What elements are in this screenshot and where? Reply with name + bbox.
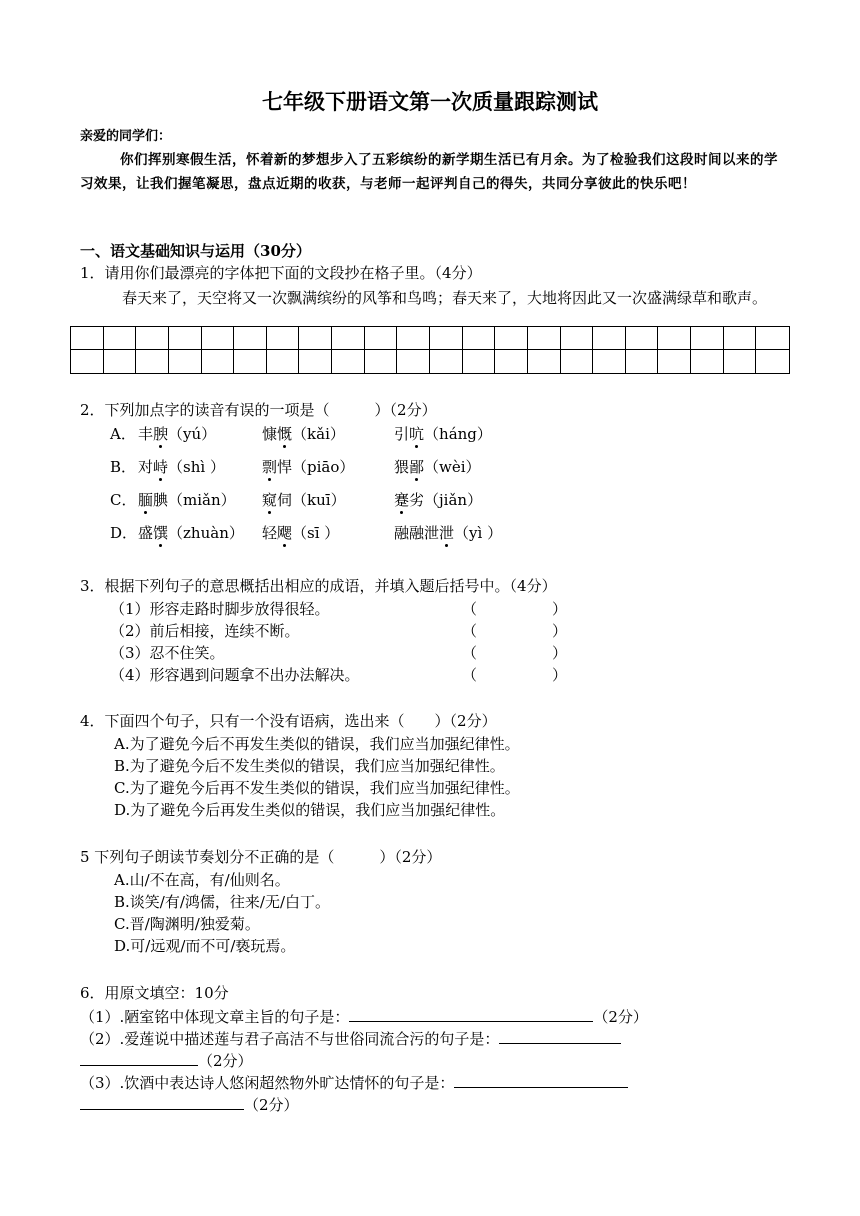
section-heading: 一、语文基础知识与运用（30分） (80, 242, 311, 260)
dotted-character: 峙 (153, 458, 169, 476)
pinyin: （yú） (168, 425, 217, 443)
grid-cell[interactable] (658, 327, 691, 350)
q2-option-a (110, 424, 136, 444)
pinyin-word (394, 523, 502, 543)
grid-cell[interactable] (724, 327, 757, 350)
grid-cell[interactable] (528, 327, 561, 350)
q5-option-c: C.晋/陶渊明/独爱菊。 (114, 915, 260, 933)
q3-item: （3）忍不住笑。 (110, 644, 225, 662)
pinyin-word (262, 523, 339, 543)
dotted-character: 鄙 (409, 458, 425, 476)
pinyin: （háng） (424, 425, 492, 443)
q2-prompt: 2．下列加点字的读音有误的一项是（ ）（2分） (80, 401, 437, 419)
grid-cell[interactable] (561, 327, 594, 350)
grid-cell[interactable] (71, 327, 104, 350)
dotted-character: 窥 (262, 491, 278, 509)
grid-cell[interactable] (365, 327, 398, 350)
grid-cell[interactable] (626, 350, 659, 373)
grid-cell[interactable] (658, 350, 691, 373)
q3-prompt: 3．根据下列句子的意思概括出相应的成语，并填入题后括号中。（4分） (80, 577, 557, 595)
q4-option-d: D.为了避免今后再发生类似的错误，我们应当加强纪律性。 (114, 801, 506, 819)
grid-cell[interactable] (561, 350, 594, 373)
q3-item: （4）形容遇到问题拿不出办法解决。 (110, 666, 360, 684)
grid-cell[interactable] (104, 327, 137, 350)
q6-prompt: 6．用原文填空：10分 (80, 984, 229, 1002)
pinyin-word (138, 490, 236, 510)
dotted-character: 慨 (277, 425, 293, 443)
grid-cell[interactable] (397, 327, 430, 350)
grid-cell[interactable] (234, 350, 267, 373)
pinyin-word (138, 523, 244, 543)
grid-cell[interactable] (495, 350, 528, 373)
option-label: D． (110, 524, 138, 542)
pinyin: （miǎn） (168, 491, 236, 509)
grid-cell[interactable] (463, 350, 496, 373)
greeting: 亲爱的同学们： (80, 129, 172, 144)
q4-option-c: C.为了避免今后再不发生类似的错误，我们应当加强纪律性。 (114, 779, 520, 797)
pinyin: （yì ） (454, 524, 503, 542)
grid-cell[interactable] (593, 350, 626, 373)
grid-cell[interactable] (234, 327, 267, 350)
q6-item-3-cont (80, 1093, 299, 1115)
pinyin: （sī ） (292, 524, 340, 542)
grid-cell[interactable] (691, 327, 724, 350)
dotted-character: 蹇 (394, 491, 410, 509)
pinyin: （shì ） (168, 458, 225, 476)
q6-item-1-text: （1）.陋室铭中体现文章主旨的句子是： (80, 1008, 350, 1026)
dotted-character: 馔 (153, 524, 169, 542)
answer-parentheses[interactable]: （ ） (462, 644, 568, 662)
grid-cell[interactable] (202, 327, 235, 350)
q6-item-2-text: （2）.爱莲说中描述莲与君子高洁不与世俗同流合污的句子是： (80, 1030, 500, 1048)
dotted-character: 泄 (439, 524, 455, 542)
word-text: 慷 (262, 425, 278, 443)
pinyin-word (394, 457, 481, 477)
grid-cell[interactable] (299, 327, 332, 350)
grid-cell[interactable] (267, 327, 300, 350)
pinyin: （kǎi） (292, 425, 345, 443)
q6-item-3 (80, 1071, 628, 1093)
word-text: 猥 (394, 458, 410, 476)
copy-grid[interactable] (70, 326, 790, 374)
grid-cell[interactable] (136, 327, 169, 350)
q3-item: （1）形容走路时脚步放得很轻。 (110, 600, 330, 618)
grid-cell[interactable] (332, 350, 365, 373)
q1-prompt: 1．请用你们最漂亮的字体把下面的文段抄在格子里。（4分） (80, 264, 482, 282)
answer-blank[interactable] (80, 1093, 244, 1110)
intro-paragraph: 你们挥别寒假生活，怀着新的梦想步入了五彩缤纷的新学期生活已有月余。为了检验我们这段时间以来的学习效果，让我们握笔凝思，盘点近期的收获，与老师一起评判自己的得失，共同分享彼此的快乐吧！ (80, 152, 778, 192)
pinyin-word (262, 424, 345, 444)
q6-item-3-score: （2分） (244, 1096, 299, 1114)
option-label: A． (110, 425, 136, 443)
word-text: 丰 (138, 425, 154, 443)
word-text: 引 (394, 425, 410, 443)
pinyin: （wèi） (424, 458, 481, 476)
grid-cell[interactable] (136, 350, 169, 373)
word-text: 劣 (409, 491, 425, 509)
pinyin: （jiǎn） (424, 491, 483, 509)
q5-prompt: 5 下列句子朗读节奏划分不正确的是（ ）（2分） (80, 848, 442, 866)
word-text: 伺 (277, 491, 293, 509)
grid-cell[interactable] (430, 327, 463, 350)
pinyin: （zhuàn） (168, 524, 244, 542)
q5-option-d: D.可/远观/而不可/亵玩焉。 (114, 937, 296, 955)
grid-cell[interactable] (365, 350, 398, 373)
answer-parentheses[interactable]: （ ） (462, 622, 568, 640)
q5-option-b: B.谈笑/有/鸿儒，往来/无/白丁。 (114, 893, 331, 911)
q4-prompt: 4．下面四个句子，只有一个没有语病，选出来（ ）（2分） (80, 712, 497, 730)
grid-cell[interactable] (397, 350, 430, 373)
dotted-character: 腼 (138, 491, 154, 509)
option-label: C． (110, 491, 137, 509)
grid-cell[interactable] (593, 327, 626, 350)
grid-cell[interactable] (332, 327, 365, 350)
q4-option-b: B.为了避免今后不发生类似的错误，我们应当加强纪律性。 (114, 757, 505, 775)
grid-cell[interactable] (202, 350, 235, 373)
q2-option-c (110, 490, 136, 510)
pinyin: （kuī） (292, 491, 346, 509)
pinyin-word (394, 424, 492, 444)
grid-cell[interactable] (626, 327, 659, 350)
q6-item-2 (80, 1027, 621, 1049)
grid-cell[interactable] (267, 350, 300, 373)
q2-option-b (110, 457, 136, 477)
q6-item-3-text: （3）.饮酒中表达诗人悠闲超然物外旷达情怀的句子是： (80, 1074, 455, 1092)
q6-item-2-score: （2分） (198, 1052, 253, 1070)
word-text: 对 (138, 458, 154, 476)
pinyin-word (262, 457, 354, 477)
q6-item-1 (80, 1005, 648, 1027)
grid-cell[interactable] (430, 350, 463, 373)
grid-cell[interactable] (71, 350, 104, 373)
grid-cell[interactable] (169, 350, 202, 373)
answer-blank[interactable] (499, 1027, 621, 1044)
grid-cell[interactable] (756, 350, 789, 373)
grid-cell[interactable] (691, 350, 724, 373)
grid-cell[interactable] (528, 350, 561, 373)
answer-blank[interactable] (80, 1049, 198, 1066)
grid-cell[interactable] (724, 350, 757, 373)
q3-item: （2）前后相接，连续不断。 (110, 622, 300, 640)
page-title: 七年级下册语文第一次质量跟踪测试 (262, 90, 598, 114)
pinyin-word (138, 424, 216, 444)
dotted-character: 飔 (277, 524, 293, 542)
word-text: 轻 (262, 524, 278, 542)
q1-passage: 春天来了，天空将又一次飘满缤纷的风筝和鸟鸣；春天来了，大地将因此又一次盛满绿草和歌声。 (122, 289, 768, 307)
word-text: 悍 (277, 458, 293, 476)
q2-option-d (110, 523, 137, 543)
q4-option-a: A.为了避免今后不再发生类似的错误，我们应当加强纪律性。 (114, 735, 520, 753)
grid-cell[interactable] (463, 327, 496, 350)
dotted-character: 腴 (153, 425, 169, 443)
answer-blank[interactable] (454, 1071, 628, 1088)
option-label: B． (110, 458, 137, 476)
dotted-character: 剽 (262, 458, 278, 476)
answer-parentheses[interactable]: （ ） (462, 666, 568, 684)
grid-cell[interactable] (299, 350, 332, 373)
q5-option-a: A.山/不在高，有/仙则名。 (114, 871, 290, 889)
answer-blank[interactable] (349, 1005, 593, 1022)
pinyin: （piāo） (292, 458, 355, 476)
grid-cell[interactable] (495, 327, 528, 350)
word-text: 融融泄 (394, 524, 440, 542)
grid-cell[interactable] (756, 327, 789, 350)
q6-item-2-cont (80, 1049, 253, 1071)
pinyin-word (394, 490, 482, 510)
pinyin-word (262, 490, 346, 510)
pinyin-word (138, 457, 225, 477)
grid-cell[interactable] (104, 350, 137, 373)
dotted-character: 吭 (409, 425, 425, 443)
word-text: 腆 (153, 491, 169, 509)
word-text: 盛 (138, 524, 154, 542)
grid-cell[interactable] (169, 327, 202, 350)
answer-parentheses[interactable]: （ ） (462, 600, 568, 618)
q6-item-1-score: （2分） (593, 1008, 648, 1026)
